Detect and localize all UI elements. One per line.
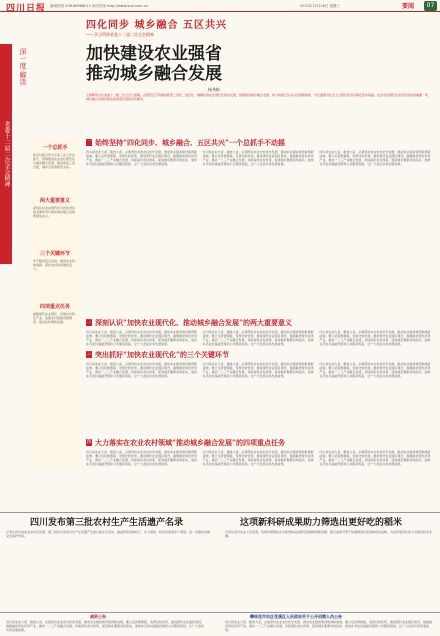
body-column: 四川是农业大省、粮食大省，必须坚持农业农村优先发展，推动农业强省建设取得新成效。要立足资源禀赋，发挥比较优势，推进现代农业园区建设，做强做优特色优势产业，推动一二三产业融合发展，持续深化农村改革，促进城乡要素双向流动，加快补齐农村基础设施和公共服务短板，让广大农民共享发展成果。 <box>86 150 198 166</box>
section-number: 四 <box>86 439 92 445</box>
section-title: 大力落实在农业农村领域“推动城乡融合发展”的四项重点任务 <box>95 438 286 447</box>
sidebar-heading: 一个总抓手 <box>42 145 68 151</box>
ad-body-right: 四川是农业大省、粮食大省，必须坚持农业农村优先发展，推动农业强省建设取得新成效。要立足资源禀赋，发挥比较优势，推进现代农业园区建设，做强做优特色优势产业，推动一二三产业融合发展，持续深化农村改革，促进城乡要素双向流动，加快补齐农村基础设施和公共服务短板，让广大农民共享发展成果。 <box>225 620 433 632</box>
bottom-left-headline: 四川发布第三批农村生产生活遗产名录 <box>30 518 184 528</box>
section-title: 突出抓好“加快农业现代化”的三个关键环节 <box>95 350 230 359</box>
vertical-column-title: 深一度·解读 <box>19 48 27 86</box>
section-title: 始终坚持“四化同步、城乡融合、五区共兴”一个总抓手不动摇 <box>95 138 286 147</box>
banner-subtitle: ——学习贯彻省委十二届二次全会精神 <box>86 32 154 37</box>
divider <box>0 612 440 613</box>
left-column-bar: 省委十二届二次全会精神 <box>0 44 12 264</box>
sidebar-heading: 三个关键环节 <box>39 251 70 257</box>
bottom-left-body: 记者从四川省农业农村厅获悉，第三批四川省农村生产生活遗产名录日前正式发布，涵盖传统农耕技艺、乡土建筑、特色饮食等多个类别，进一步推动农耕文化保护传承。 <box>6 530 211 538</box>
body-column: 四川是农业大省、粮食大省，必须坚持农业农村优先发展，推动农业强省建设取得新成效。要立足资源禀赋，发挥比较优势，推进现代农业园区建设，做强做优特色优势产业，推动一二三产业融合发展，持续深化农村改革，促进城乡要素双向流动，加快补齐农村基础设施和公共服务短板，让广大农民共享发展成果。 <box>202 330 314 346</box>
page-number: 07 <box>424 1 437 11</box>
sidebar-text: 将乡村振兴作为全省三农工作总抓手，统筹推进农业农村现代化与城乡融合发展，推动形成工农互促、城乡互补的新型关系。 <box>33 153 76 169</box>
sidebar-text: 深刻认识农业现代化对四化同步的支撑作用与推动城乡融合发展的现实意义。 <box>33 206 76 218</box>
section-number: 一 <box>86 139 92 145</box>
body-column: 四川是农业大省、粮食大省，必须坚持农业农村优先发展，推动农业强省建设取得新成效。要立足资源禀赋，发挥比较优势，推进现代农业园区建设，做强做优特色优势产业，推动一二三产业融合发展，持续深化农村改革，促进城乡要素双向流动，加快补齐农村基础设施和公共服务短板，让广大农民共享发展成果。 <box>86 362 198 378</box>
sidebar-heading: 四项重点任务 <box>39 304 70 310</box>
ad-body-left: 四川是农业大省、粮食大省，必须坚持农业农村优先发展，推动农业强省建设取得新成效。要立足资源禀赋，发挥比较优势，推进现代农业园区建设，做强做优特色优势产业，推动一二三产业融合发展，持续深化农村改革，促进城乡要素双向流动，加快补齐农村基础设施和公共服务短板，让广大农民共享发展成果。 <box>6 620 205 632</box>
section-body-1 <box>86 150 432 316</box>
issue-date: 2022年12月28日 星期三 <box>300 4 340 8</box>
section-heading-4 <box>86 438 432 448</box>
summary-sidebar <box>30 138 80 468</box>
newspaper-logo: 四川日报 <box>6 4 47 14</box>
section-number: 二 <box>86 319 92 325</box>
ad-title-left: 减资公告 <box>90 614 106 619</box>
main-title-line-1: 加快建设农业强省 <box>86 44 222 64</box>
bottom-right-body: 记者从四川农业大学获悉，该校科研团队在水稻食味品质研究领域取得新进展，相关成果可用于快速筛选优质食味稻米品种，为培育更好吃的大米提供技术支撑。 <box>225 530 433 538</box>
ad-title-right: 攀枝花市东区花溪区人民政府关于公开招聘人员公告 <box>250 614 342 619</box>
body-column: 四川是农业大省、粮食大省，必须坚持农业农村优先发展，推动农业强省建设取得新成效。要立足资源禀赋，发挥比较优势，推进现代农业园区建设，做强做优特色优势产业，推动一二三产业融合发展，持续深化农村改革，促进城乡要素双向流动，加快补齐农村基础设施和公共服务短板，让广大农民共享发展成果。 <box>202 362 314 378</box>
section-body-2 <box>86 330 432 350</box>
sidebar-text: 守牢粮食安全底线；推进农业科技创新；深化农村改革激发活力。 <box>33 259 76 271</box>
body-column: 四川是农业大省、粮食大省，必须坚持农业农村优先发展，推动农业强省建设取得新成效。要立足资源禀赋，发挥比较优势，推进现代农业园区建设，做强做优特色优势产业，推动一二三产业融合发展，持续深化农村改革，促进城乡要素双向流动，加快补齐农村基础设施和公共服务短板，让广大农民共享发展成果。 <box>319 362 431 378</box>
main-title <box>86 44 222 84</box>
body-column: 四川是农业大省、粮食大省，必须坚持农业农村优先发展，推动农业强省建设取得新成效。要立足资源禀赋，发挥比较优势，推进现代农业园区建设，做强做优特色优势产业，推动一二三产业融合发展，持续深化农村改革，促进城乡要素双向流动，加快补齐农村基础设施和公共服务短板，让广大农民共享发展成果。 <box>86 330 198 346</box>
section-number: 三 <box>86 351 92 357</box>
divider <box>0 512 440 513</box>
section-heading-2 <box>86 318 432 328</box>
main-title-line-2: 推动城乡融合发展 <box>86 64 222 84</box>
section-heading-1 <box>86 138 432 148</box>
body-column: 四川是农业大省、粮食大省，必须坚持农业农村优先发展，推动农业强省建设取得新成效。要立足资源禀赋，发挥比较优势，推进现代农业园区建设，做强做优特色优势产业，推动一二三产业融合发展，持续深化农村改革，促进城乡要素双向流动，加快补齐农村基础设施和公共服务短板，让广大农民共享发展成果。 <box>202 150 314 166</box>
banner-kicker: 四化同步 城乡融合 五区共兴 <box>86 20 227 31</box>
sidebar-text: 做强现代农业园区，发展乡村特色产业，加强乡村基础设施建设，促进农民增收致富。 <box>33 312 76 324</box>
body-column: 四川是农业大省、粮食大省，必须坚持农业农村优先发展，推动农业强省建设取得新成效。要立足资源禀赋，发挥比较优势，推进现代农业园区建设，做强做优特色优势产业，推动一二三产业融合发展，持续深化农村改革，促进城乡要素双向流动，加快补齐农村基础设施和公共服务短板，让广大农民共享发展成果。 <box>86 450 198 466</box>
sidebar-heading: 两大重要意义 <box>39 198 70 204</box>
section-heading-3 <box>86 350 432 360</box>
body-column: 四川是农业大省、粮食大省，必须坚持农业农村优先发展，推动农业强省建设取得新成效。要立足资源禀赋，发挥比较优势，推进现代农业园区建设，做强做优特色优势产业，推动一二三产业融合发展，持续深化农村改革，促进城乡要素双向流动，加快补齐农村基础设施和公共服务短板，让广大农民共享发展成果。 <box>319 150 431 166</box>
body-column: 四川是农业大省、粮食大省，必须坚持农业农村优先发展，推动农业强省建设取得新成效。要立足资源禀赋，发挥比较优势，推进现代农业园区建设，做强做优特色优势产业，推动一二三产业融合发展，持续深化农村改革，促进城乡要素双向流动，加快补齐农村基础设施和公共服务短板，让广大农民共享发展成果。 <box>319 330 431 346</box>
body-column: 四川是农业大省、粮食大省，必须坚持农业农村优先发展，推动农业强省建设取得新成效。要立足资源禀赋，发挥比较优势，推进现代农业园区建设，做强做优特色优势产业，推动一二三产业融合发展，持续深化农村改革，促进城乡要素双向流动，加快补齐农村基础设施和公共服务短板，让广大农民共享发展成果。 <box>202 450 314 466</box>
section-label: 要闻 <box>402 3 415 10</box>
section-body-4 <box>86 450 432 510</box>
section-title: 深刻认识“加快农业现代化、推动城乡融合发展”的两大重要意义 <box>95 318 293 327</box>
byline: 杨秀彬 <box>208 87 220 92</box>
lead-paragraph <box>86 93 432 135</box>
banner <box>86 16 286 38</box>
masthead-info: 新闻热线 028-86968012 四川在线 http://www.scol.com.cn <box>50 4 148 8</box>
body-column: 四川是农业大省、粮食大省，必须坚持农业农村优先发展，推动农业强省建设取得新成效。要立足资源禀赋，发挥比较优势，推进现代农业园区建设，做强做优特色优势产业，推动一二三产业融合发展，持续深化农村改革，促进城乡要素双向流动，加快补齐农村基础设施和公共服务短板，让广大农民共享发展成果。 <box>319 450 431 466</box>
lead-text: 王晓晖同志在省委十二届二次全会上强调，必须坚定不移推进新型工业化、信息化、城镇化和农业现代化同步发展，统筹推进城乡融合发展，着力构建五区共兴发展新格局，为全面建设社会主义现代化四川奠定坚实基础。农业农村现代化是四化同步的重要一环，城乡融合发展是推动高质量发展的必然要求。 <box>86 93 432 101</box>
section-body-3 <box>86 362 432 436</box>
bottom-right-headline: 这项新科研成果助力筛选出更好吃的稻米 <box>240 518 403 528</box>
